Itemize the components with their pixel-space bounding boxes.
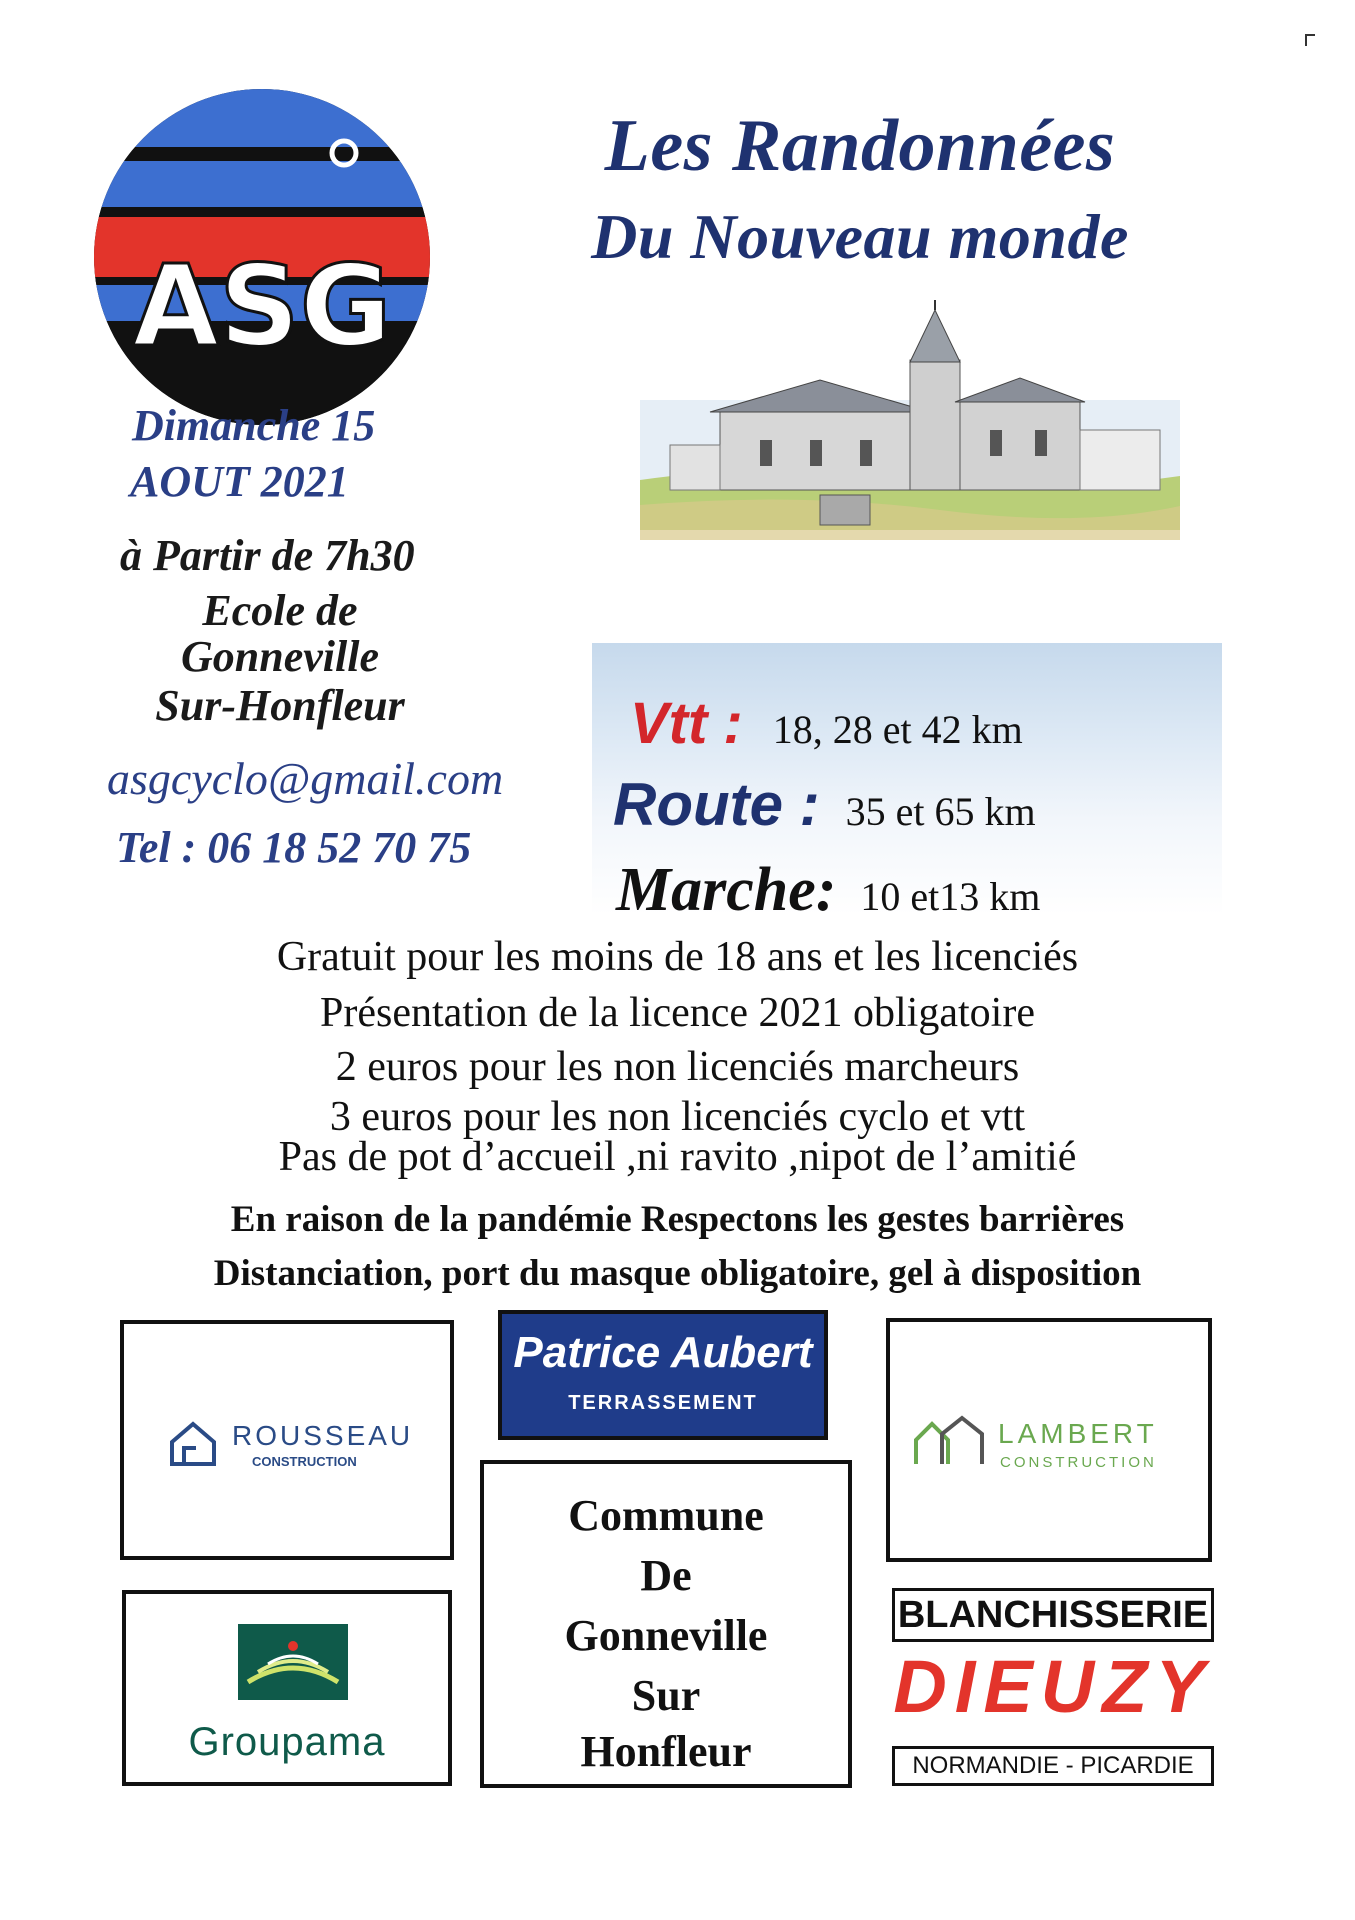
commune-line-1: Commune <box>568 1491 764 1540</box>
asg-logo <box>92 87 432 427</box>
sponsor-groupama <box>122 1590 452 1786</box>
dieuzy-name: DIEUZY <box>893 1645 1213 1728</box>
info-line-5: Pas de pot d’accueil ,ni ravito ,nipot de l’amitié <box>278 1134 1077 1180</box>
commune-line-5: Honfleur <box>580 1727 752 1776</box>
sponsor-lambert <box>886 1318 1212 1562</box>
rousseau-sub: CONSTRUCTION <box>252 1454 357 1469</box>
notice-line-2: Distanciation, port du masque obligatoire, gel à disposition <box>213 1253 1142 1294</box>
commune-line-3: Gonneville <box>564 1611 768 1660</box>
dieuzy-bottom: NORMANDIE - PICARDIE <box>892 1746 1214 1786</box>
route-marche <box>616 855 1236 929</box>
date-month: AOUT 2021 <box>130 457 349 506</box>
houses-icon <box>912 1414 988 1470</box>
church-illustration <box>640 300 1180 580</box>
notice-line-1: En raison de la pandémie Respectons les gestes barrières <box>230 1199 1125 1240</box>
email[interactable]: asgcyclo@gmail.com <box>107 753 504 804</box>
route-marche-label: Marche: <box>616 856 837 924</box>
title-line-1: Les Randonnées <box>604 105 1116 187</box>
route-vtt-distance: 18, 28 et 42 km <box>772 707 1023 752</box>
route-route <box>613 770 1233 844</box>
sponsor-dieuzy <box>888 1578 1218 1794</box>
info-line-1: Gratuit pour les moins de 18 ans et les licenciés <box>276 934 1079 980</box>
phone[interactable]: Tel : 06 18 52 70 75 <box>116 823 472 872</box>
route-route-distance: 35 et 65 km <box>845 789 1036 834</box>
aubert-sub: TERRASSEMENT <box>568 1392 758 1414</box>
info-line-3: 2 euros pour les non licenciés marcheurs <box>335 1044 1020 1090</box>
route-marche-distance: 10 et13 km <box>860 874 1041 919</box>
rousseau-name: ROUSSEAU <box>232 1420 414 1451</box>
place-line-2: Gonneville <box>181 632 379 681</box>
place-line-1: Ecole de <box>202 586 358 635</box>
place-line-3: Sur-Honfleur <box>155 681 405 730</box>
route-vtt <box>630 690 1230 760</box>
lambert-sub: CONSTRUCTION <box>1000 1454 1157 1471</box>
title-line-2: Du Nouveau monde <box>591 201 1129 272</box>
commune-line-4: Sur <box>631 1671 701 1720</box>
corner-mark <box>1305 34 1315 46</box>
start-time: à Partir de 7h30 <box>120 531 415 580</box>
lambert-name: LAMBERT <box>998 1418 1158 1449</box>
dieuzy-top: BLANCHISSERIE <box>892 1588 1214 1642</box>
house-icon <box>166 1416 220 1470</box>
groupama-name: Groupama <box>188 1720 386 1764</box>
commune-line-2: De <box>640 1551 692 1600</box>
aubert-name: Patrice Aubert <box>513 1328 813 1377</box>
sponsor-commune <box>480 1460 852 1788</box>
groupama-emblem-icon <box>238 1624 348 1700</box>
route-route-label: Route : <box>613 771 820 838</box>
info-line-2: Présentation de la licence 2021 obligatoire <box>320 990 1035 1036</box>
asg-logo-text: ASG <box>132 242 392 372</box>
route-vtt-label: Vtt : <box>630 691 743 756</box>
sponsor-aubert <box>498 1310 828 1440</box>
sponsor-rousseau <box>120 1320 454 1560</box>
info-line-4: 3 euros pour les non licenciés cyclo et vtt <box>329 1094 1026 1140</box>
date-day: Dimanche 15 <box>132 401 376 450</box>
